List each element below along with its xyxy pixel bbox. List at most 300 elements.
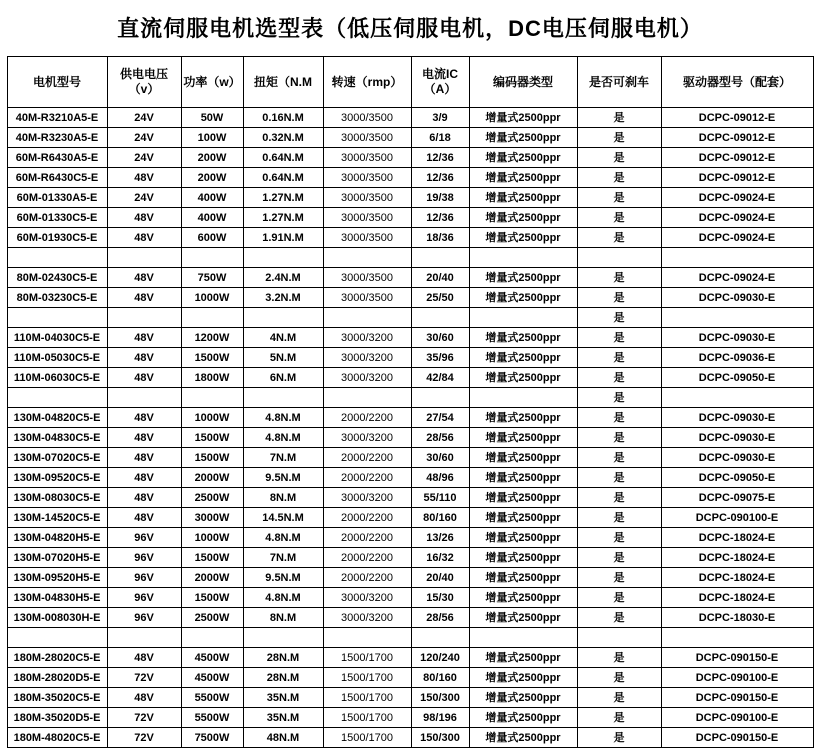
cell-model: 130M-07020C5-E (7, 448, 107, 468)
table-row (7, 108, 813, 128)
cell-power: 2000W (181, 568, 243, 588)
table-row (7, 148, 813, 168)
cell-driver (661, 248, 813, 268)
cell-speed: 2000/2200 (323, 548, 411, 568)
cell-current (411, 308, 469, 328)
cell-current: 80/160 (411, 508, 469, 528)
cell-power: 2000W (181, 468, 243, 488)
cell-current: 98/196 (411, 708, 469, 728)
cell-speed: 3000/3500 (323, 128, 411, 148)
cell-current: 150/300 (411, 728, 469, 748)
cell-encoder: 增量式2500ppr (469, 668, 577, 688)
cell-current: 20/40 (411, 268, 469, 288)
cell-driver: DCPC-09024-E (661, 228, 813, 248)
cell-voltage: 48V (107, 488, 181, 508)
cell-voltage: 24V (107, 128, 181, 148)
cell-power: 5500W (181, 708, 243, 728)
cell-model: 180M-48020C5-E (7, 728, 107, 748)
table-row (7, 128, 813, 148)
cell-power (181, 628, 243, 648)
cell-torque (243, 308, 323, 328)
table-spacer-row (7, 248, 813, 268)
table-row (7, 528, 813, 548)
cell-voltage: 96V (107, 588, 181, 608)
cell-torque: 28N.M (243, 668, 323, 688)
column-header-power: 功率（w） (181, 57, 243, 108)
cell-current: 12/36 (411, 208, 469, 228)
table-row (7, 648, 813, 668)
cell-speed: 3000/3200 (323, 348, 411, 368)
cell-driver: DCPC-090150-E (661, 688, 813, 708)
cell-power: 2500W (181, 608, 243, 628)
cell-model: 130M-04830C5-E (7, 428, 107, 448)
cell-current: 80/160 (411, 668, 469, 688)
cell-power (181, 388, 243, 408)
table-row (7, 208, 813, 228)
cell-current: 15/30 (411, 588, 469, 608)
cell-brake: 是 (577, 208, 661, 228)
cell-brake: 是 (577, 268, 661, 288)
cell-torque: 35N.M (243, 688, 323, 708)
cell-torque: 4.8N.M (243, 408, 323, 428)
cell-driver (661, 388, 813, 408)
cell-encoder: 增量式2500ppr (469, 528, 577, 548)
cell-current: 55/110 (411, 488, 469, 508)
cell-encoder: 增量式2500ppr (469, 188, 577, 208)
table-row (7, 188, 813, 208)
motor-selection-table (7, 56, 814, 748)
cell-power: 7500W (181, 728, 243, 748)
cell-voltage (107, 248, 181, 268)
cell-speed (323, 308, 411, 328)
cell-speed: 3000/3500 (323, 268, 411, 288)
cell-model: 110M-05030C5-E (7, 348, 107, 368)
cell-voltage (107, 628, 181, 648)
cell-power: 1500W (181, 588, 243, 608)
cell-model (7, 248, 107, 268)
cell-torque: 9.5N.M (243, 568, 323, 588)
cell-speed: 1500/1700 (323, 708, 411, 728)
cell-torque: 8N.M (243, 608, 323, 628)
cell-current (411, 248, 469, 268)
column-header-torque: 扭矩（N.M (243, 57, 323, 108)
table-row (7, 408, 813, 428)
cell-current: 12/36 (411, 148, 469, 168)
cell-torque: 2.4N.M (243, 268, 323, 288)
cell-driver: DCPC-090100-E (661, 508, 813, 528)
cell-encoder: 增量式2500ppr (469, 348, 577, 368)
cell-voltage: 72V (107, 708, 181, 728)
cell-encoder: 增量式2500ppr (469, 508, 577, 528)
cell-encoder: 增量式2500ppr (469, 148, 577, 168)
cell-driver: DCPC-18024-E (661, 548, 813, 568)
cell-encoder: 增量式2500ppr (469, 728, 577, 748)
cell-model: 130M-14520C5-E (7, 508, 107, 528)
cell-driver: DCPC-090150-E (661, 648, 813, 668)
cell-voltage (107, 308, 181, 328)
cell-brake: 是 (577, 228, 661, 248)
cell-driver: DCPC-09030-E (661, 288, 813, 308)
cell-model: 60M-R6430A5-E (7, 148, 107, 168)
cell-driver: DCPC-09012-E (661, 108, 813, 128)
cell-driver: DCPC-090100-E (661, 668, 813, 688)
cell-brake: 是 (577, 468, 661, 488)
cell-model: 40M-R3210A5-E (7, 108, 107, 128)
cell-voltage: 48V (107, 448, 181, 468)
cell-torque: 28N.M (243, 648, 323, 668)
cell-torque: 7N.M (243, 448, 323, 468)
cell-encoder: 增量式2500ppr (469, 108, 577, 128)
cell-voltage: 48V (107, 368, 181, 388)
cell-encoder: 增量式2500ppr (469, 648, 577, 668)
table-row (7, 608, 813, 628)
table-row (7, 688, 813, 708)
cell-voltage: 48V (107, 428, 181, 448)
cell-torque: 5N.M (243, 348, 323, 368)
cell-power: 1500W (181, 448, 243, 468)
cell-current: 18/36 (411, 228, 469, 248)
cell-encoder: 增量式2500ppr (469, 128, 577, 148)
cell-torque: 14.5N.M (243, 508, 323, 528)
table-spacer-row (7, 628, 813, 648)
table-row (7, 668, 813, 688)
page-title: 直流伺服电机选型表（低压伺服电机，DC电压伺服电机） (117, 16, 703, 41)
cell-current: 48/96 (411, 468, 469, 488)
cell-speed: 3000/3500 (323, 288, 411, 308)
cell-brake: 是 (577, 648, 661, 668)
cell-voltage: 72V (107, 668, 181, 688)
column-header-encoder: 编码器类型 (469, 57, 577, 108)
cell-driver: DCPC-09050-E (661, 468, 813, 488)
cell-voltage: 96V (107, 568, 181, 588)
cell-model: 130M-09520H5-E (7, 568, 107, 588)
cell-brake: 是 (577, 128, 661, 148)
cell-model: 110M-04030C5-E (7, 328, 107, 348)
table-row (7, 708, 813, 728)
cell-torque: 9.5N.M (243, 468, 323, 488)
cell-power: 600W (181, 228, 243, 248)
cell-torque: 7N.M (243, 548, 323, 568)
cell-speed (323, 628, 411, 648)
table-row (7, 588, 813, 608)
column-header-brake: 是否可刹车 (577, 57, 661, 108)
cell-brake: 是 (577, 408, 661, 428)
cell-encoder: 增量式2500ppr (469, 368, 577, 388)
cell-power: 750W (181, 268, 243, 288)
cell-speed: 1500/1700 (323, 728, 411, 748)
cell-power: 1000W (181, 408, 243, 428)
cell-speed: 1500/1700 (323, 668, 411, 688)
cell-voltage (107, 388, 181, 408)
cell-torque: 6N.M (243, 368, 323, 388)
cell-current: 30/60 (411, 448, 469, 468)
cell-voltage: 72V (107, 728, 181, 748)
cell-brake: 是 (577, 428, 661, 448)
cell-driver: DCPC-090100-E (661, 708, 813, 728)
table-body (7, 108, 813, 748)
table-header (7, 57, 813, 108)
cell-torque: 1.27N.M (243, 208, 323, 228)
cell-voltage: 24V (107, 188, 181, 208)
cell-current (411, 628, 469, 648)
cell-driver: DCPC-09030-E (661, 448, 813, 468)
cell-speed: 2000/2200 (323, 448, 411, 468)
cell-speed: 2000/2200 (323, 508, 411, 528)
cell-torque: 4N.M (243, 328, 323, 348)
cell-brake: 是 (577, 488, 661, 508)
cell-current: 120/240 (411, 648, 469, 668)
cell-current: 20/40 (411, 568, 469, 588)
cell-torque (243, 628, 323, 648)
table-row (7, 728, 813, 748)
cell-torque (243, 248, 323, 268)
cell-model: 130M-008030H-E (7, 608, 107, 628)
cell-brake: 是 (577, 308, 661, 328)
cell-encoder: 增量式2500ppr (469, 228, 577, 248)
cell-encoder: 增量式2500ppr (469, 208, 577, 228)
cell-voltage: 96V (107, 528, 181, 548)
cell-brake: 是 (577, 328, 661, 348)
cell-current: 16/32 (411, 548, 469, 568)
cell-voltage: 24V (107, 108, 181, 128)
cell-power: 50W (181, 108, 243, 128)
cell-power: 1500W (181, 548, 243, 568)
cell-model: 80M-03230C5-E (7, 288, 107, 308)
cell-brake: 是 (577, 508, 661, 528)
cell-driver (661, 308, 813, 328)
cell-brake: 是 (577, 708, 661, 728)
cell-speed: 3000/3200 (323, 368, 411, 388)
table-row (7, 488, 813, 508)
cell-encoder: 增量式2500ppr (469, 408, 577, 428)
cell-torque: 0.64N.M (243, 148, 323, 168)
cell-voltage: 48V (107, 348, 181, 368)
cell-brake: 是 (577, 448, 661, 468)
cell-model: 180M-28020C5-E (7, 648, 107, 668)
cell-encoder: 增量式2500ppr (469, 568, 577, 588)
cell-encoder: 增量式2500ppr (469, 328, 577, 348)
cell-current: 35/96 (411, 348, 469, 368)
cell-current: 28/56 (411, 428, 469, 448)
cell-encoder (469, 308, 577, 328)
cell-voltage: 24V (107, 148, 181, 168)
cell-power: 3000W (181, 508, 243, 528)
column-header-speed: 转速（rmp） (323, 57, 411, 108)
cell-torque: 8N.M (243, 488, 323, 508)
cell-voltage: 48V (107, 648, 181, 668)
cell-torque: 1.91N.M (243, 228, 323, 248)
cell-voltage: 48V (107, 228, 181, 248)
table-row (7, 448, 813, 468)
cell-voltage: 48V (107, 328, 181, 348)
cell-voltage: 48V (107, 508, 181, 528)
cell-encoder: 增量式2500ppr (469, 688, 577, 708)
cell-driver: DCPC-09075-E (661, 488, 813, 508)
cell-voltage: 48V (107, 268, 181, 288)
cell-driver: DCPC-09030-E (661, 328, 813, 348)
cell-brake: 是 (577, 108, 661, 128)
cell-power: 1500W (181, 348, 243, 368)
column-header-voltage: 供电电压（v） (107, 57, 181, 108)
cell-torque: 35N.M (243, 708, 323, 728)
cell-driver: DCPC-09012-E (661, 168, 813, 188)
cell-power: 1000W (181, 288, 243, 308)
cell-encoder: 增量式2500ppr (469, 288, 577, 308)
cell-brake: 是 (577, 608, 661, 628)
cell-driver: DCPC-18024-E (661, 528, 813, 548)
cell-speed: 3000/3500 (323, 188, 411, 208)
cell-torque (243, 388, 323, 408)
cell-driver: DCPC-09024-E (661, 188, 813, 208)
cell-power: 1000W (181, 528, 243, 548)
table-row (7, 228, 813, 248)
cell-voltage: 48V (107, 208, 181, 228)
column-header-driver: 驱动器型号（配套） (661, 57, 813, 108)
cell-speed: 2000/2200 (323, 568, 411, 588)
cell-voltage: 96V (107, 608, 181, 628)
cell-speed: 3000/3200 (323, 488, 411, 508)
cell-voltage: 96V (107, 548, 181, 568)
cell-current: 19/38 (411, 188, 469, 208)
cell-model: 180M-35020D5-E (7, 708, 107, 728)
cell-model: 130M-04820H5-E (7, 528, 107, 548)
cell-current: 150/300 (411, 688, 469, 708)
cell-brake: 是 (577, 688, 661, 708)
cell-current (411, 388, 469, 408)
cell-encoder (469, 628, 577, 648)
cell-brake: 是 (577, 668, 661, 688)
cell-torque: 48N.M (243, 728, 323, 748)
cell-encoder: 增量式2500ppr (469, 428, 577, 448)
cell-driver: DCPC-09036-E (661, 348, 813, 368)
cell-power: 2500W (181, 488, 243, 508)
cell-voltage: 48V (107, 468, 181, 488)
cell-speed: 1500/1700 (323, 688, 411, 708)
cell-driver: DCPC-18030-E (661, 608, 813, 628)
cell-driver: DCPC-09024-E (661, 208, 813, 228)
cell-torque: 4.8N.M (243, 428, 323, 448)
cell-brake: 是 (577, 548, 661, 568)
cell-brake: 是 (577, 528, 661, 548)
cell-model: 60M-01930C5-E (7, 228, 107, 248)
cell-model: 40M-R3230A5-E (7, 128, 107, 148)
cell-torque: 0.16N.M (243, 108, 323, 128)
cell-power (181, 248, 243, 268)
cell-torque: 3.2N.M (243, 288, 323, 308)
cell-model: 180M-35020C5-E (7, 688, 107, 708)
cell-current: 3/9 (411, 108, 469, 128)
cell-encoder: 增量式2500ppr (469, 468, 577, 488)
cell-encoder: 增量式2500ppr (469, 548, 577, 568)
table-row (7, 348, 813, 368)
cell-speed: 2000/2200 (323, 408, 411, 428)
cell-power (181, 308, 243, 328)
cell-current: 13/26 (411, 528, 469, 548)
cell-model: 110M-06030C5-E (7, 368, 107, 388)
cell-brake: 是 (577, 168, 661, 188)
cell-torque: 0.64N.M (243, 168, 323, 188)
cell-power: 1200W (181, 328, 243, 348)
cell-speed (323, 388, 411, 408)
cell-driver: DCPC-18024-E (661, 568, 813, 588)
cell-speed: 3000/3500 (323, 208, 411, 228)
cell-model (7, 308, 107, 328)
table-row (7, 468, 813, 488)
cell-speed: 2000/2200 (323, 528, 411, 548)
cell-brake (577, 248, 661, 268)
cell-speed (323, 248, 411, 268)
cell-brake: 是 (577, 288, 661, 308)
cell-speed: 1500/1700 (323, 648, 411, 668)
cell-brake: 是 (577, 148, 661, 168)
cell-current: 6/18 (411, 128, 469, 148)
table-row (7, 428, 813, 448)
table-row (7, 508, 813, 528)
cell-driver: DCPC-09012-E (661, 128, 813, 148)
cell-torque: 0.32N.M (243, 128, 323, 148)
cell-power: 4500W (181, 668, 243, 688)
cell-encoder: 增量式2500ppr (469, 168, 577, 188)
cell-brake: 是 (577, 388, 661, 408)
cell-encoder: 增量式2500ppr (469, 488, 577, 508)
cell-model: 60M-01330A5-E (7, 188, 107, 208)
cell-model: 180M-28020D5-E (7, 668, 107, 688)
cell-torque: 1.27N.M (243, 188, 323, 208)
cell-encoder (469, 248, 577, 268)
cell-power: 5500W (181, 688, 243, 708)
cell-model: 80M-02430C5-E (7, 268, 107, 288)
cell-encoder (469, 388, 577, 408)
table-header-row (7, 57, 813, 108)
cell-model (7, 388, 107, 408)
cell-power: 200W (181, 168, 243, 188)
cell-encoder: 增量式2500ppr (469, 608, 577, 628)
cell-speed: 2000/2200 (323, 468, 411, 488)
cell-speed: 3000/3200 (323, 588, 411, 608)
cell-current: 28/56 (411, 608, 469, 628)
cell-speed: 3000/3500 (323, 228, 411, 248)
cell-model: 130M-04830H5-E (7, 588, 107, 608)
cell-voltage: 48V (107, 288, 181, 308)
cell-model: 130M-07020H5-E (7, 548, 107, 568)
cell-power: 400W (181, 208, 243, 228)
cell-brake (577, 628, 661, 648)
cell-power: 400W (181, 188, 243, 208)
table-row (7, 328, 813, 348)
table-row (7, 308, 813, 328)
cell-driver: DCPC-09012-E (661, 148, 813, 168)
table-row (7, 568, 813, 588)
cell-model: 130M-04820C5-E (7, 408, 107, 428)
cell-speed: 3000/3500 (323, 168, 411, 188)
cell-driver (661, 628, 813, 648)
cell-current: 42/84 (411, 368, 469, 388)
table-row (7, 388, 813, 408)
cell-encoder: 增量式2500ppr (469, 588, 577, 608)
cell-driver: DCPC-09030-E (661, 428, 813, 448)
cell-model: 60M-R6430C5-E (7, 168, 107, 188)
cell-voltage: 48V (107, 408, 181, 428)
cell-power: 100W (181, 128, 243, 148)
table-row (7, 368, 813, 388)
cell-speed: 3000/3500 (323, 108, 411, 128)
cell-brake: 是 (577, 368, 661, 388)
cell-driver: DCPC-090150-E (661, 728, 813, 748)
cell-driver: DCPC-18024-E (661, 588, 813, 608)
cell-voltage: 48V (107, 688, 181, 708)
cell-brake: 是 (577, 568, 661, 588)
cell-driver: DCPC-09050-E (661, 368, 813, 388)
